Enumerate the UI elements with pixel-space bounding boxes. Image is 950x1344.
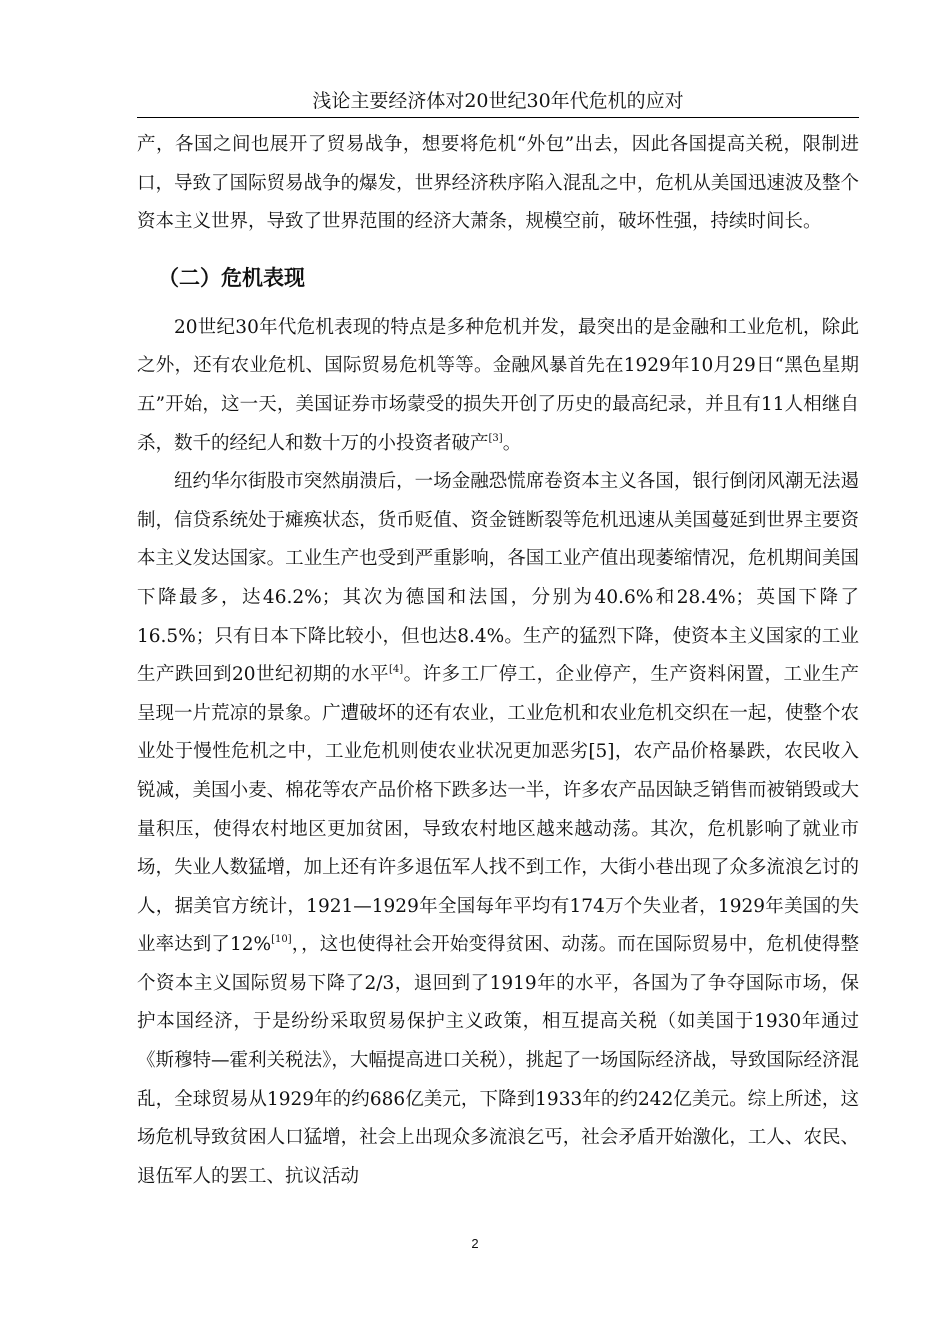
body-text <box>137 126 859 1196</box>
citation-ref: [4] <box>388 664 404 676</box>
running-header: 浅论主要经济体对20世纪30年代危机的应对 <box>137 87 859 118</box>
page-number: 2 <box>471 1236 479 1251</box>
paragraph-text: 。 <box>502 432 522 454</box>
paragraph-crisis-overview <box>137 309 859 463</box>
citation-ref: [10] <box>271 934 292 946</box>
paragraph-text: 。许多工厂停工，企业停产，生产资料闲置，工业生产呈现一片荒凉的景象。广遭破坏的还有农业，工业危机和农业危机交织在一起，使整个农业处于慢性危机之中，工业危机则使农业状况更加恶劣[5]，农产品价格暴跌，农民收入锐减，美国小麦、棉花等农产品价格下跌多达一半，许多农产品因缺乏销售而被销毁或大量积压，使得农村地区更加贫困，导致农村地区越来越动荡。其次，危机影响了就业市场，失业人数猛增，加上还有许多退伍军人找不到工作，大街小巷出现了众多流浪乞讨的人，据美官方统计，1921—1929年全国每年平均有174万个失业者，1929年美国的失业率达到了12% <box>137 664 859 956</box>
paragraph-crisis-details <box>137 463 859 1196</box>
paragraph-text: 纽约华尔街股市突然崩溃后，一场金融恐慌席卷资本主义各国，银行倒闭风潮无法遏制，信贷系统处于瘫痪状态，货币贬值、资金链断裂等危机迅速从美国蔓延到世界主要资本主义发达国家。工业生产也受到严重影响，各国工业产值出现萎缩情况，危机期间美国下降最多，达46.2%；其次为德国和法国，分别为40.6%和28.4%；英国下降了16.5%；只有日本下降比较小，但也达8.4%。生产的猛烈下降，使资本主义国家的工业生产跌回到20世纪初期的水平 <box>137 471 859 686</box>
paragraph-text: 20世纪30年代危机表现的特点是多种危机并发，最突出的是金融和工业危机，除此之外，还有农业危机、国际贸易危机等等。金融风暴首先在1929年10月29日“黑色星期五”开始，这一天，美国证券市场蒙受的损失开创了历史的最高纪录，并且有11人相继自杀，数千的经纪人和数十万的小投资者破产 <box>137 316 859 454</box>
citation-ref: [3] <box>488 432 503 444</box>
paragraph-continuation: 产，各国之间也展开了贸易战争，想要将危机“外包”出去，因此各国提高关税，限制进口，导致了国际贸易战争的爆发，世界经济秩序陷入混乱之中，危机从美国迅速波及整个资本主义世界，导致了世界范围的经济大萧条，规模空前，破坏性强，持续时间长。 <box>137 134 859 233</box>
paragraph-text: ，，这也使得社会开始变得贫困、动荡。而在国际贸易中，危机使得整个资本主义国际贸易下降了2/3，退回到了1919年的水平，各国为了争夺国际市场，保护本国经济，于是纷纷采取贸易保护主义政策，相互提高关税（如美国于1930年通过《斯穆特—霍利关税法》，大幅提高进口关税），挑起了一场国际经济战，导致国际经济混乱，全球贸易从1929年的约686亿美元，下降到1933年的约242亿美元。综上所述，这场危机导致贫困人口猛增，社会上出现众多流浪乞丐，社会矛盾开始激化，工人、农民、退伍军人的罢工、抗议活动 <box>137 934 859 1187</box>
section-heading: （二）危机表现 <box>158 265 305 290</box>
